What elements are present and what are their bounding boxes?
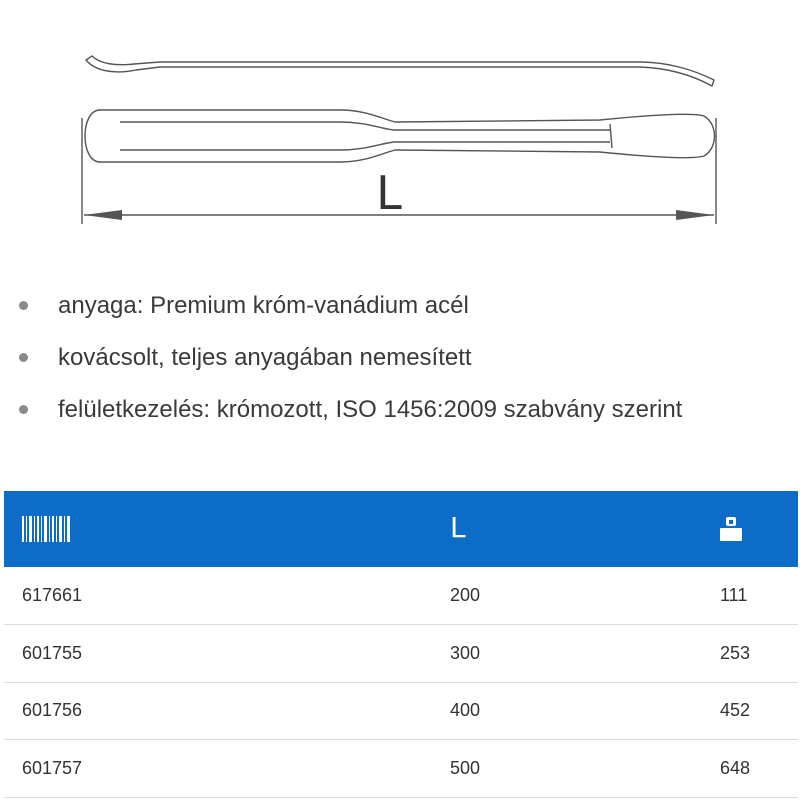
feature-item: anyaga: Premium króm-vanádium acél (0, 282, 800, 334)
lever-side-view (86, 56, 714, 86)
dimension-arrow-left (84, 210, 122, 220)
header-weight (720, 491, 798, 567)
length-header-label: L (450, 510, 466, 544)
weight-icon (720, 517, 742, 541)
cell-weight: 111 (720, 585, 748, 605)
table-row (4, 682, 798, 740)
header-length (450, 491, 720, 567)
bullet-icon (19, 301, 28, 310)
tool-drawing (0, 0, 800, 250)
lever-top-view (85, 110, 715, 162)
cell-length: 400 (450, 700, 481, 721)
header-code (4, 491, 450, 567)
bullet-icon (19, 405, 28, 414)
cell-length: 300 (450, 642, 481, 663)
table-row (4, 567, 798, 625)
feature-item: kovácsolt, teljes anyagában nemesített (0, 334, 800, 386)
dimension-arrow-right (676, 210, 714, 220)
cell-length: 500 (450, 757, 481, 778)
cell-code: 601756 (22, 700, 83, 721)
barcode-icon (22, 516, 70, 542)
table-row (4, 625, 798, 683)
cell-weight: 452 (720, 700, 751, 721)
cell-weight: 648 (720, 757, 751, 778)
cell-weight: 253 (720, 642, 751, 663)
feature-item: felületkezelés: krómozott, ISO 1456:2009 szabvány szerint (0, 386, 800, 438)
cell-code: 601755 (22, 642, 83, 663)
bullet-icon (19, 353, 28, 362)
cell-code: 601757 (22, 757, 83, 778)
cell-length: 200 (450, 585, 481, 605)
table-header (4, 491, 798, 567)
dimension-label: L (376, 166, 402, 220)
feature-list (0, 282, 800, 438)
table-row (4, 740, 798, 798)
spec-table (4, 491, 798, 798)
cell-code: 617661 (22, 585, 83, 605)
